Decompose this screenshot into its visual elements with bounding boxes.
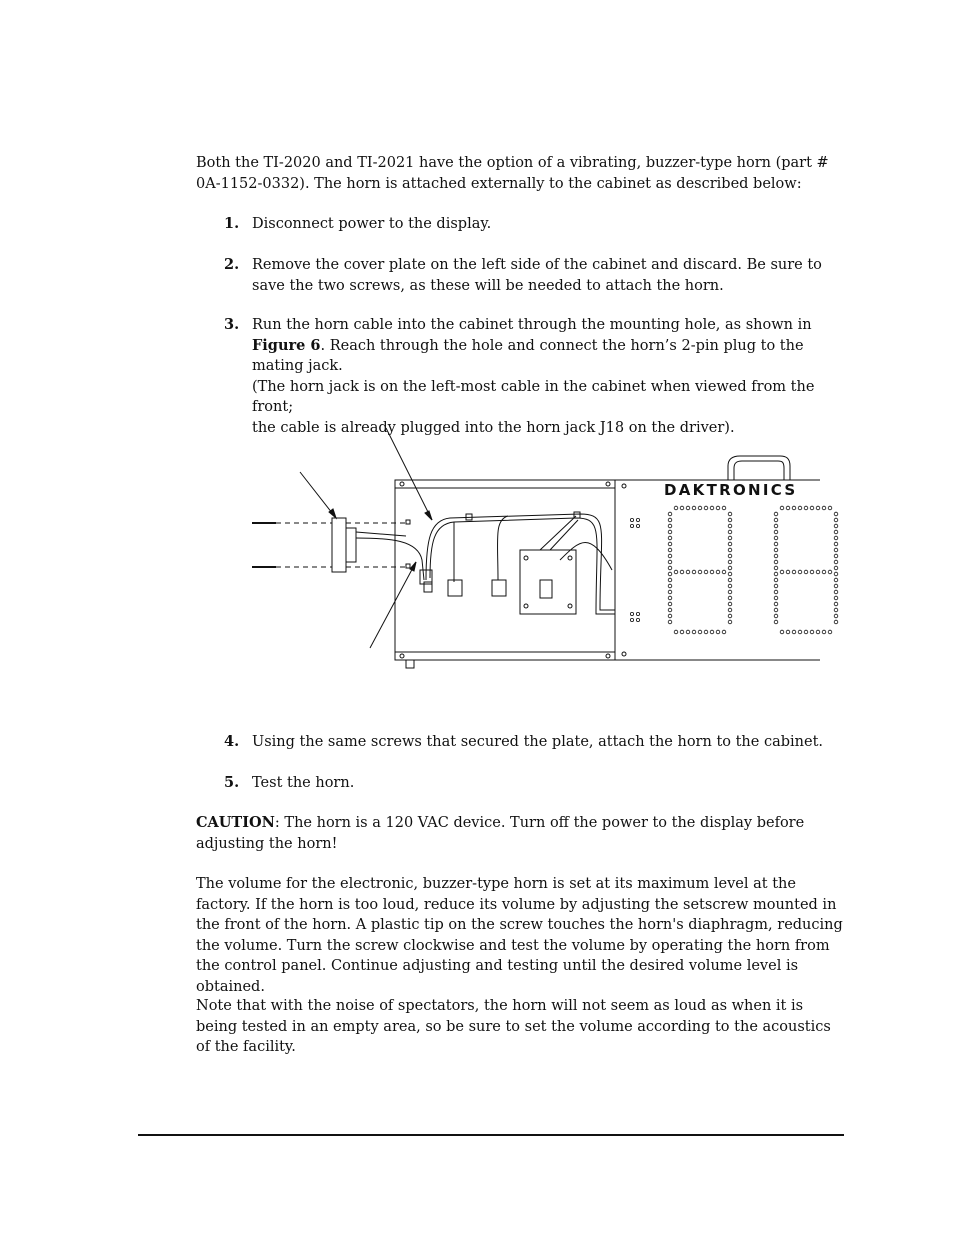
step-text: Run the horn cable into the cabinet through the mounting hole, as shown in Figure 6. Reach through the hole and connect the horn’s 2-pin plug to the mating jack. (The horn jack is on the left-most cable in the cabinet when viewed from the front; the cable is already plugged into the horn jack J18 on the driver).	[252, 317, 815, 436]
horn-icon	[332, 518, 424, 580]
caution-paragraph: CAUTION: The horn is a 120 VAC device. Turn off the power to the display before adjusting the horn!	[196, 814, 805, 852]
leader-line	[386, 428, 432, 520]
cabinet-icon	[395, 480, 615, 668]
step-number: 5.	[224, 774, 240, 791]
volume-paragraph: The volume for the electronic, buzzer-type horn is set at its maximum level at the factory. If the horn is too loud, reduce its volume by adjusting the setscrew mounted in the front of the horn. A plastic tip on the screw touches the horn's diaphragm, reducing the volume. Turn the screw clockwise and test the volume by operating the horn from the control panel. Continue adjusting and testing until the desired volume level is obtained.	[196, 876, 843, 995]
brand-label: DAKTRONICS	[664, 481, 798, 499]
step-number: 4.	[224, 733, 240, 750]
step-text: Using the same screws that secured the plate, attach the horn to the cabinet.	[252, 734, 824, 750]
step-number: 2.	[224, 256, 240, 273]
led-digit-matrix	[630, 518, 639, 621]
step-text: Test the horn.	[252, 775, 355, 791]
footer-rule	[138, 1134, 844, 1136]
horn-installation-figure	[240, 420, 840, 680]
intro-paragraph: Both the TI-2020 and TI-2021 have the option of a vibrating, buzzer-type horn (part # 0A-1152-0332). The horn is attached externally to the cabinet as described below:	[196, 155, 829, 192]
step-text: Disconnect power to the display.	[252, 216, 492, 232]
step-number: 3.	[224, 316, 240, 333]
note-paragraph: Note that with the noise of spectators, the horn will not seem as loud as when it is being tested in an empty area, so be sure to set the volume according to the acoustics of the facility.	[196, 998, 831, 1055]
caution-label: CAUTION	[196, 814, 275, 831]
figure-reference: Figure 6	[252, 336, 321, 354]
leader-line	[370, 562, 416, 648]
step-text: Remove the cover plate on the left side of the cabinet and discard. Be sure to save the two screws, as these will be needed to attach the horn.	[252, 257, 822, 294]
step-number: 1.	[224, 215, 240, 232]
